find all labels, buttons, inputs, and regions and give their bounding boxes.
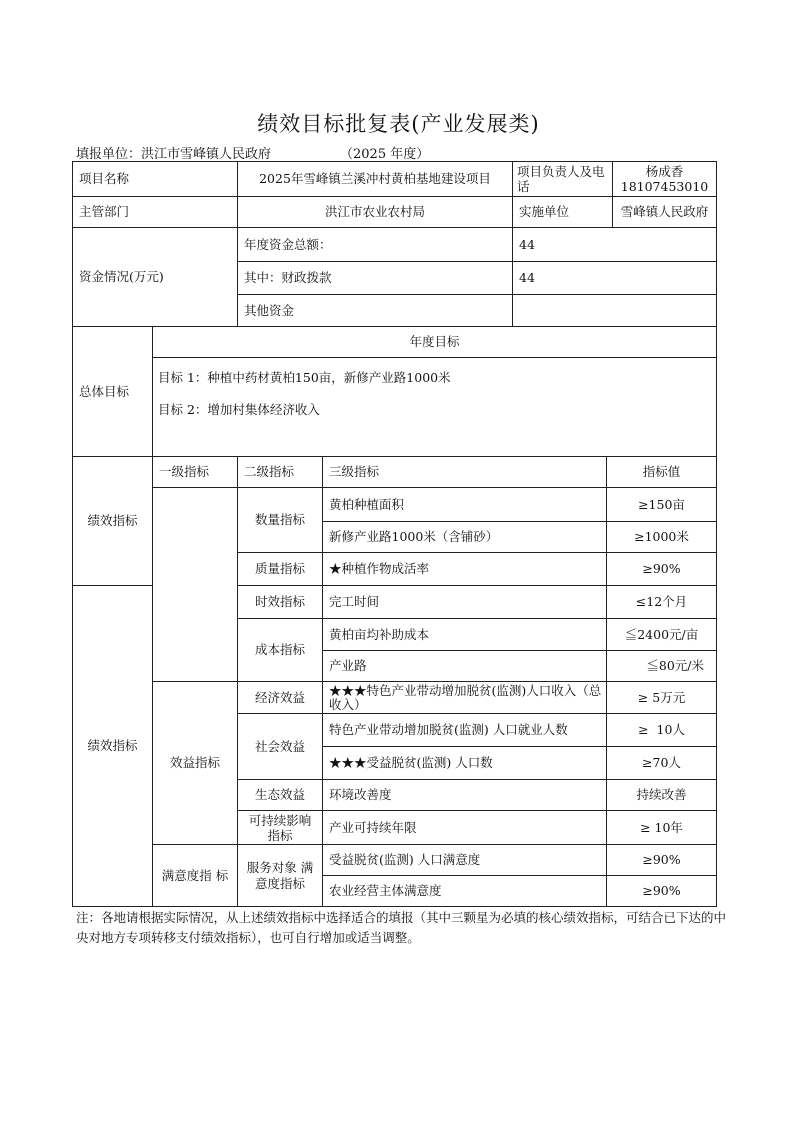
- level2-quality: 质量指标: [254, 561, 305, 576]
- level3-row: ★★★受益脱贫(监测) 人口数: [329, 755, 493, 770]
- annual-goal-header: 年度目标: [409, 334, 460, 349]
- impl-value: 雪峰镇人民政府: [620, 204, 709, 219]
- col-level1: 一级指标: [159, 464, 210, 479]
- level3-row: 完工时间: [329, 594, 380, 609]
- value-row: ≥90%: [642, 561, 681, 576]
- funds-other-value: [513, 295, 716, 326]
- value-row: ≥90%: [642, 883, 681, 898]
- satisfaction-indicator-label: 满意度指 标: [161, 867, 229, 883]
- level2-economic: 经济效益: [254, 689, 305, 705]
- value-row: ≦2400元/亩: [624, 626, 699, 642]
- level3-row: 产业路: [329, 658, 367, 673]
- leader-name: 杨成香: [645, 164, 684, 179]
- level2-social: 社会效益: [254, 738, 305, 754]
- funds-total-value: 44: [519, 236, 535, 252]
- fill-unit: 填报单位：洪江市雪峰镇人民政府: [76, 147, 272, 162]
- value-row: ≥90%: [642, 852, 681, 867]
- project-name-value: 2025年雪峰镇兰溪冲村黄柏基地建设项目: [259, 171, 491, 186]
- value-row: ≥ 10年: [640, 819, 683, 835]
- value-row: ≥70人: [642, 755, 681, 770]
- level3-row: 黄柏种植面积: [329, 496, 405, 512]
- level3-row: 产业可持续年限: [329, 819, 417, 835]
- level3-row: 特色产业带动增加脱贫(监测) 人口就业人数: [329, 722, 568, 737]
- goal-2: 目标 2：增加村集体经济收入: [158, 402, 320, 417]
- value-row: ≥ 10人: [638, 722, 685, 737]
- year-label: （2025 年度）: [340, 147, 430, 162]
- level3-row: 受益脱贫(监测) 人口满意度: [329, 852, 481, 867]
- funds-fiscal-value: 44: [519, 270, 535, 285]
- value-row: ≥150亩: [638, 496, 685, 512]
- dept-value: 洪江市农业农村局: [324, 204, 425, 219]
- leader-info: [613, 162, 716, 196]
- goal-1: 目标 1：种植中药材黄柏150亩，新修产业路1000米: [158, 370, 451, 385]
- perf-indicator-label-2: 绩效指标: [87, 738, 138, 753]
- overall-goal-label: 总体目标: [79, 383, 130, 399]
- leader-label: 项目负责人及电话: [517, 164, 605, 194]
- value-row: ≤12个月: [635, 594, 688, 609]
- funds-label: 资金情况(万元): [79, 269, 164, 284]
- level3-row: ★种植作物成活率: [329, 561, 430, 576]
- col-value: 指标值: [642, 464, 681, 479]
- value-row: ≦80元/米: [646, 658, 704, 673]
- funds-fiscal-label: 其中：财政拨款: [244, 270, 332, 285]
- perf-indicator-label-1: 绩效指标: [87, 513, 138, 528]
- footnote: 注：各地请根据实际情况，从上述绩效指标中选择适合的填报（其中三颗星为必填的核心绩效指标，可结合已下达的中央对地方专项转移支付绩效指标），也可自行增加或适当调整。: [76, 910, 727, 945]
- level3-row: ★★★特色产业带动增加脱贫(监测)人口收入（总收入）: [329, 682, 602, 712]
- value-row: ≥ 5万元: [637, 689, 686, 705]
- level2-timeliness: 时效指标: [254, 594, 305, 609]
- level2-service-satisfaction: 服务对象 满意度指标: [246, 859, 314, 891]
- value-row: ≥1000米: [634, 529, 689, 544]
- dept-label: 主管部门: [79, 204, 130, 219]
- level3-row: 环境改善度: [329, 787, 392, 802]
- level3-row: 黄柏亩均补助成本: [329, 626, 430, 642]
- col-level2: 二级指标: [244, 464, 295, 479]
- page-title: 绩效目标批复表(产业发展类): [257, 112, 540, 136]
- benefit-indicator-label: 效益指标: [169, 755, 220, 770]
- project-name-label: 项目名称: [79, 171, 130, 186]
- level2-sustainable: 可持续影响指标: [248, 812, 312, 843]
- level2-quantity: 数量指标: [254, 512, 305, 527]
- level3-row: 农业经营主体满意度: [329, 883, 442, 898]
- level3-row: 新修产业路1000米（含铺砂）: [329, 529, 499, 544]
- col-level3: 三级指标: [329, 464, 380, 479]
- funds-total-label: 年度资金总额：: [244, 236, 332, 252]
- funds-other-label: 其他资金: [244, 302, 295, 318]
- leader-phone: 18107453010: [620, 179, 709, 194]
- level2-cost: 成本指标: [254, 642, 305, 657]
- level2-ecological: 生态效益: [254, 787, 305, 802]
- value-row: 持续改善: [636, 787, 687, 802]
- impl-label: 实施单位: [519, 204, 570, 219]
